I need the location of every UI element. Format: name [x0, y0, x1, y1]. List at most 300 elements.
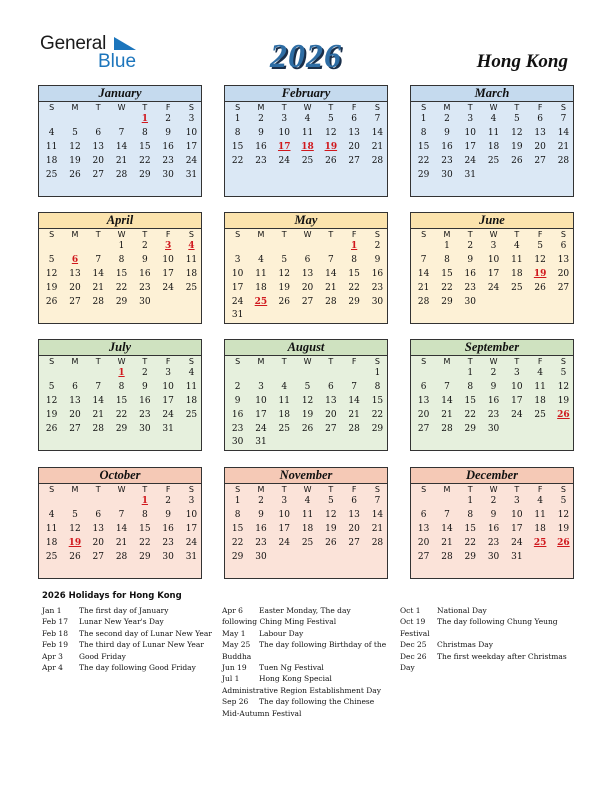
day-cell: 31 — [231, 310, 244, 321]
weekday-label: W — [117, 103, 126, 112]
day-cell: 30 — [231, 437, 244, 448]
day-grid — [39, 113, 201, 182]
day-cell: 11 — [511, 254, 523, 265]
day-cell: 9 — [374, 254, 381, 265]
holiday-day-cell: 18 — [301, 141, 314, 152]
weekday-label: F — [165, 103, 171, 112]
day-cell: 20 — [69, 282, 81, 293]
day-cell: 8 — [234, 509, 241, 520]
day-cell: 22 — [139, 537, 151, 548]
day-cell: 25 — [301, 537, 314, 548]
day-cell: 20 — [557, 268, 570, 279]
holiday-day-cell: 26 — [557, 537, 570, 548]
day-cell: 16 — [162, 141, 174, 152]
day-cell: 26 — [511, 155, 523, 166]
day-cell: 2 — [490, 496, 497, 506]
day-cell: 21 — [441, 537, 453, 548]
month-title: August — [225, 340, 387, 356]
weekday-header — [39, 356, 201, 367]
day-cell: 7 — [374, 114, 381, 124]
holiday-date: May 25 — [222, 640, 251, 650]
day-cell: 8 — [420, 127, 427, 138]
day-cell: 25 — [301, 155, 314, 166]
holiday-name: The day following Birthday of the Buddha — [222, 640, 387, 661]
day-cell: 23 — [487, 537, 500, 548]
empty-day-cell — [296, 367, 319, 381]
holiday-day-cell: 19 — [533, 268, 547, 279]
empty-day-cell — [273, 367, 296, 381]
empty-day-cell — [342, 367, 365, 381]
month-title: January — [39, 86, 201, 102]
day-cell: 9 — [467, 254, 474, 265]
holiday-name: The third day of Lunar New Year — [79, 640, 204, 650]
month-title: February — [225, 86, 387, 102]
day-cell: 6 — [351, 496, 357, 506]
weekday-header — [225, 102, 387, 113]
holiday-day-cell: 6 — [71, 254, 79, 265]
day-cell: 15 — [348, 268, 360, 279]
day-cell: 31 — [255, 437, 267, 448]
weekday-label: F — [537, 103, 543, 112]
holiday-entry — [222, 673, 388, 696]
day-cell: 21 — [441, 409, 453, 420]
day-cell: 26 — [69, 169, 81, 180]
holiday-day-cell: 1 — [141, 114, 148, 124]
holiday-name: The first day of January — [79, 606, 169, 615]
day-cell: 22 — [371, 409, 384, 420]
day-cell: 22 — [441, 282, 453, 293]
day-cell: 4 — [537, 496, 543, 506]
day-cell: 14 — [441, 395, 453, 406]
weekday-label: T — [328, 103, 334, 112]
day-cell: 11 — [45, 141, 58, 152]
holiday-name: Easter Monday, The day following Ching Ming Festival — [222, 606, 351, 627]
day-cell: 20 — [417, 537, 430, 548]
day-cell: 18 — [534, 395, 546, 406]
day-cell: 14 — [557, 127, 570, 138]
day-cell: 7 — [327, 254, 334, 265]
day-cell: 11 — [185, 254, 198, 265]
day-cell: 29 — [348, 296, 360, 307]
holiday-date: May 1 — [222, 628, 246, 638]
day-cell: 19 — [325, 523, 337, 534]
weekday-label: F — [351, 357, 357, 366]
day-cell: 6 — [327, 381, 334, 392]
day-cell: 14 — [325, 268, 337, 279]
holiday-day-cell: 1 — [141, 496, 148, 506]
day-cell: 22 — [417, 155, 430, 166]
holiday-day-cell: 26 — [557, 409, 570, 420]
weekday-label: T — [95, 230, 101, 239]
weekday-label: S — [49, 230, 55, 239]
weekday-label: S — [235, 230, 241, 239]
weekday-label: W — [117, 230, 126, 239]
weekday-label: S — [188, 230, 194, 239]
weekday-label: T — [467, 485, 473, 494]
day-cell: 17 — [511, 395, 523, 406]
weekday-header — [39, 102, 201, 113]
day-cell: 14 — [92, 268, 104, 279]
weekday-label: S — [421, 357, 427, 366]
day-cell: 5 — [327, 114, 334, 124]
day-cell: 12 — [69, 141, 81, 152]
day-cell: 27 — [348, 155, 360, 166]
weekday-label: S — [421, 230, 427, 239]
day-cell: 12 — [45, 268, 58, 279]
day-cell: 24 — [185, 537, 198, 548]
day-cell: 29 — [417, 169, 430, 180]
day-cell: 18 — [278, 409, 290, 420]
day-cell: 16 — [371, 268, 384, 279]
weekday-label: T — [467, 357, 473, 366]
day-cell: 21 — [417, 282, 430, 293]
day-cell: 16 — [464, 268, 476, 279]
holiday-day-cell: 19 — [324, 141, 338, 152]
day-cell: 4 — [281, 381, 288, 392]
day-cell: 30 — [162, 551, 174, 562]
weekday-label: M — [257, 230, 265, 239]
day-cell: 21 — [371, 523, 384, 534]
day-cell: 21 — [371, 141, 384, 152]
day-cell: 12 — [301, 395, 314, 406]
day-cell: 20 — [69, 409, 81, 420]
day-cell: 11 — [185, 381, 198, 392]
holiday-date: Jul 1 — [222, 674, 240, 684]
empty-day-cell — [412, 367, 435, 381]
day-cell: 6 — [304, 254, 311, 265]
month-april — [38, 212, 202, 324]
holiday-name: Tuen Ng Festival — [259, 663, 324, 673]
day-cell: 7 — [351, 381, 357, 392]
day-cell: 27 — [325, 423, 337, 434]
day-cell: 9 — [141, 254, 148, 265]
day-cell: 22 — [139, 155, 151, 166]
weekday-label: S — [188, 103, 194, 112]
holiday-name: Good Friday — [79, 651, 126, 661]
day-cell: 13 — [325, 395, 337, 406]
day-grid — [225, 495, 387, 564]
empty-day-cell — [40, 240, 63, 254]
holiday-date: Oct 19 — [400, 617, 426, 627]
day-cell: 20 — [534, 141, 546, 152]
day-cell: 15 — [115, 268, 128, 279]
holiday-name: Hong Kong Special Administrative Region Establishment Day — [222, 674, 381, 695]
day-cell: 9 — [490, 381, 497, 392]
holiday-date: Dec 26 — [400, 651, 427, 661]
day-cell: 31 — [464, 169, 476, 180]
weekday-header — [39, 484, 201, 495]
day-cell: 13 — [92, 141, 104, 152]
day-cell: 15 — [115, 395, 128, 406]
holidays-title: 2026 Holidays for Hong Kong — [42, 591, 182, 601]
day-cell: 5 — [537, 241, 543, 251]
day-cell: 27 — [92, 551, 104, 562]
holiday-name: Christmas Day — [437, 640, 493, 650]
day-cell: 23 — [162, 155, 174, 166]
day-cell: 24 — [487, 282, 500, 293]
holiday-entry — [222, 662, 388, 673]
day-cell: 23 — [464, 282, 476, 293]
day-cell: 3 — [234, 254, 241, 265]
empty-day-cell — [110, 495, 133, 509]
day-cell: 13 — [69, 395, 81, 406]
day-cell: 22 — [115, 409, 128, 420]
day-cell: 9 — [258, 127, 264, 138]
day-cell: 16 — [231, 409, 244, 420]
weekday-label: T — [95, 357, 101, 366]
holiday-date: Sep 26 — [222, 697, 249, 707]
day-cell: 17 — [162, 395, 174, 406]
day-cell: 24 — [511, 409, 523, 420]
day-cell: 4 — [48, 127, 55, 138]
holiday-entry — [400, 616, 570, 639]
day-cell: 29 — [115, 296, 128, 307]
day-cell: 30 — [162, 169, 174, 180]
weekday-label: M — [71, 230, 79, 239]
holiday-entry — [222, 628, 388, 639]
day-cell: 22 — [464, 537, 476, 548]
day-cell: 5 — [281, 254, 288, 265]
day-cell: 21 — [557, 141, 570, 152]
day-cell: 4 — [188, 368, 195, 378]
day-cell: 10 — [185, 127, 198, 138]
holiday-name: The second day of Lunar New Year — [79, 628, 212, 638]
weekday-label: T — [281, 103, 287, 112]
holiday-date: Apr 3 — [42, 651, 63, 661]
day-cell: 1 — [374, 368, 381, 378]
day-cell: 3 — [165, 368, 171, 378]
day-cell: 21 — [115, 537, 128, 548]
empty-day-cell — [435, 367, 458, 381]
day-cell: 21 — [92, 282, 104, 293]
day-cell: 28 — [557, 155, 570, 166]
day-cell: 24 — [231, 296, 244, 307]
day-cell: 14 — [371, 509, 384, 520]
day-cell: 27 — [417, 551, 430, 562]
day-cell: 6 — [420, 381, 427, 392]
day-cell: 7 — [118, 127, 125, 138]
day-cell: 2 — [258, 496, 264, 506]
day-cell: 28 — [441, 551, 453, 562]
day-cell: 8 — [374, 381, 381, 392]
weekday-label: S — [560, 230, 566, 239]
weekday-label: W — [117, 485, 126, 494]
day-cell: 17 — [511, 523, 523, 534]
month-march — [410, 85, 574, 197]
weekday-label: W — [303, 357, 312, 366]
day-cell: 22 — [115, 282, 128, 293]
day-cell: 7 — [444, 509, 450, 520]
holiday-entry — [42, 605, 212, 616]
day-cell: 29 — [115, 423, 128, 434]
holiday-name: The day following the Chinese Mid-Autumn Festival — [222, 697, 375, 718]
day-cell: 31 — [162, 423, 174, 434]
day-cell: 28 — [417, 296, 430, 307]
holiday-date: Oct 1 — [400, 606, 421, 615]
weekday-label: T — [95, 485, 101, 494]
day-cell: 31 — [185, 169, 198, 180]
day-cell: 15 — [464, 523, 476, 534]
day-cell: 21 — [92, 409, 104, 420]
day-cell: 30 — [441, 169, 453, 180]
day-cell: 20 — [301, 282, 314, 293]
day-cell: 26 — [301, 423, 314, 434]
weekday-label: S — [421, 485, 427, 494]
day-cell: 26 — [325, 155, 337, 166]
day-cell: 10 — [464, 127, 476, 138]
day-cell: 29 — [441, 296, 453, 307]
day-cell: 18 — [534, 523, 546, 534]
weekday-label: S — [374, 357, 380, 366]
day-cell: 22 — [231, 155, 244, 166]
holiday-entry — [400, 639, 570, 650]
day-cell: 19 — [511, 141, 523, 152]
holiday-day-cell: 4 — [188, 241, 195, 251]
day-cell: 21 — [325, 282, 337, 293]
day-cell: 22 — [231, 537, 244, 548]
month-title: September — [411, 340, 573, 356]
weekday-label: M — [257, 485, 265, 494]
day-cell: 19 — [557, 395, 570, 406]
weekday-label: T — [281, 230, 287, 239]
day-cell: 10 — [278, 509, 290, 520]
day-cell: 22 — [464, 409, 476, 420]
day-cell: 15 — [139, 523, 151, 534]
weekday-label: M — [71, 485, 79, 494]
empty-day-cell — [87, 495, 110, 509]
day-cell: 3 — [188, 114, 195, 124]
holiday-name: The day following Good Friday — [79, 663, 196, 673]
day-cell: 28 — [92, 423, 104, 434]
holiday-name: The day following Chung Yeung Festival — [400, 617, 558, 638]
empty-day-cell — [226, 240, 249, 254]
month-may — [224, 212, 388, 324]
day-cell: 14 — [441, 523, 453, 534]
day-cell: 16 — [487, 395, 500, 406]
month-title: December — [411, 468, 573, 484]
holiday-entry — [222, 639, 388, 662]
day-cell: 3 — [281, 496, 288, 506]
empty-day-cell — [40, 113, 63, 127]
day-cell: 16 — [487, 523, 500, 534]
day-cell: 13 — [534, 127, 546, 138]
day-cell: 20 — [92, 537, 104, 548]
day-cell: 25 — [45, 169, 58, 180]
day-cell: 13 — [92, 523, 104, 534]
day-cell: 11 — [301, 509, 314, 520]
day-cell: 6 — [420, 509, 427, 520]
day-cell: 6 — [72, 381, 78, 392]
day-cell: 23 — [162, 537, 174, 548]
day-cell: 20 — [348, 141, 360, 152]
day-cell: 2 — [165, 114, 171, 124]
day-cell: 18 — [45, 537, 58, 548]
day-cell: 14 — [115, 523, 128, 534]
day-cell: 11 — [301, 127, 314, 138]
weekday-label: W — [303, 230, 312, 239]
empty-day-cell — [319, 367, 342, 381]
empty-day-cell — [63, 113, 86, 127]
day-cell: 13 — [348, 127, 360, 138]
weekday-label: S — [188, 357, 194, 366]
weekday-label: S — [421, 103, 427, 112]
day-cell: 25 — [534, 409, 546, 420]
day-cell: 30 — [139, 296, 151, 307]
day-cell: 4 — [48, 509, 55, 520]
weekday-header — [225, 356, 387, 367]
holiday-day-cell: 1 — [351, 241, 358, 251]
empty-day-cell — [226, 367, 249, 381]
weekday-label: F — [165, 357, 171, 366]
day-cell: 14 — [115, 141, 128, 152]
day-cell: 7 — [560, 114, 567, 124]
day-cell: 8 — [141, 509, 148, 520]
day-cell: 2 — [141, 368, 148, 378]
holiday-entry — [42, 662, 212, 673]
day-cell: 18 — [487, 141, 500, 152]
day-cell: 29 — [464, 551, 476, 562]
day-cell: 5 — [72, 509, 78, 520]
day-cell: 9 — [444, 127, 450, 138]
day-cell: 24 — [511, 537, 523, 548]
weekday-label: W — [303, 103, 312, 112]
day-cell: 31 — [185, 551, 198, 562]
day-cell: 5 — [304, 381, 311, 392]
weekday-label: F — [537, 230, 543, 239]
day-cell: 2 — [490, 368, 497, 378]
holiday-date: Feb 17 — [42, 617, 68, 627]
weekday-label: F — [351, 485, 357, 494]
day-cell: 6 — [537, 114, 543, 124]
day-cell: 20 — [417, 409, 430, 420]
weekday-label: S — [560, 357, 566, 366]
day-cell: 11 — [534, 381, 546, 392]
day-grid — [411, 113, 573, 182]
day-cell: 17 — [278, 523, 290, 534]
day-cell: 12 — [69, 523, 81, 534]
day-cell: 23 — [139, 409, 151, 420]
day-cell: 18 — [185, 395, 198, 406]
weekday-label: M — [443, 485, 451, 494]
holiday-entry — [42, 628, 212, 639]
weekday-label: M — [443, 357, 451, 366]
day-cell: 8 — [444, 254, 450, 265]
brand-name-line1: General — [40, 33, 107, 54]
day-cell: 13 — [417, 395, 430, 406]
day-cell: 15 — [139, 141, 151, 152]
empty-day-cell — [249, 240, 272, 254]
weekday-label: M — [257, 103, 265, 112]
weekday-header — [39, 229, 201, 240]
month-december — [410, 467, 574, 579]
empty-day-cell — [87, 240, 110, 254]
day-cell: 26 — [69, 551, 81, 562]
day-cell: 23 — [441, 155, 453, 166]
weekday-label: F — [165, 230, 171, 239]
day-cell: 1 — [420, 114, 427, 124]
month-february — [224, 85, 388, 197]
day-cell: 26 — [45, 296, 58, 307]
day-cell: 8 — [234, 127, 241, 138]
day-cell: 25 — [487, 155, 500, 166]
weekday-label: T — [467, 103, 473, 112]
weekday-label: S — [374, 230, 380, 239]
weekday-label: M — [257, 357, 265, 366]
weekday-label: T — [328, 485, 334, 494]
weekday-label: F — [165, 485, 171, 494]
weekday-label: S — [560, 103, 566, 112]
month-title: June — [411, 213, 573, 229]
